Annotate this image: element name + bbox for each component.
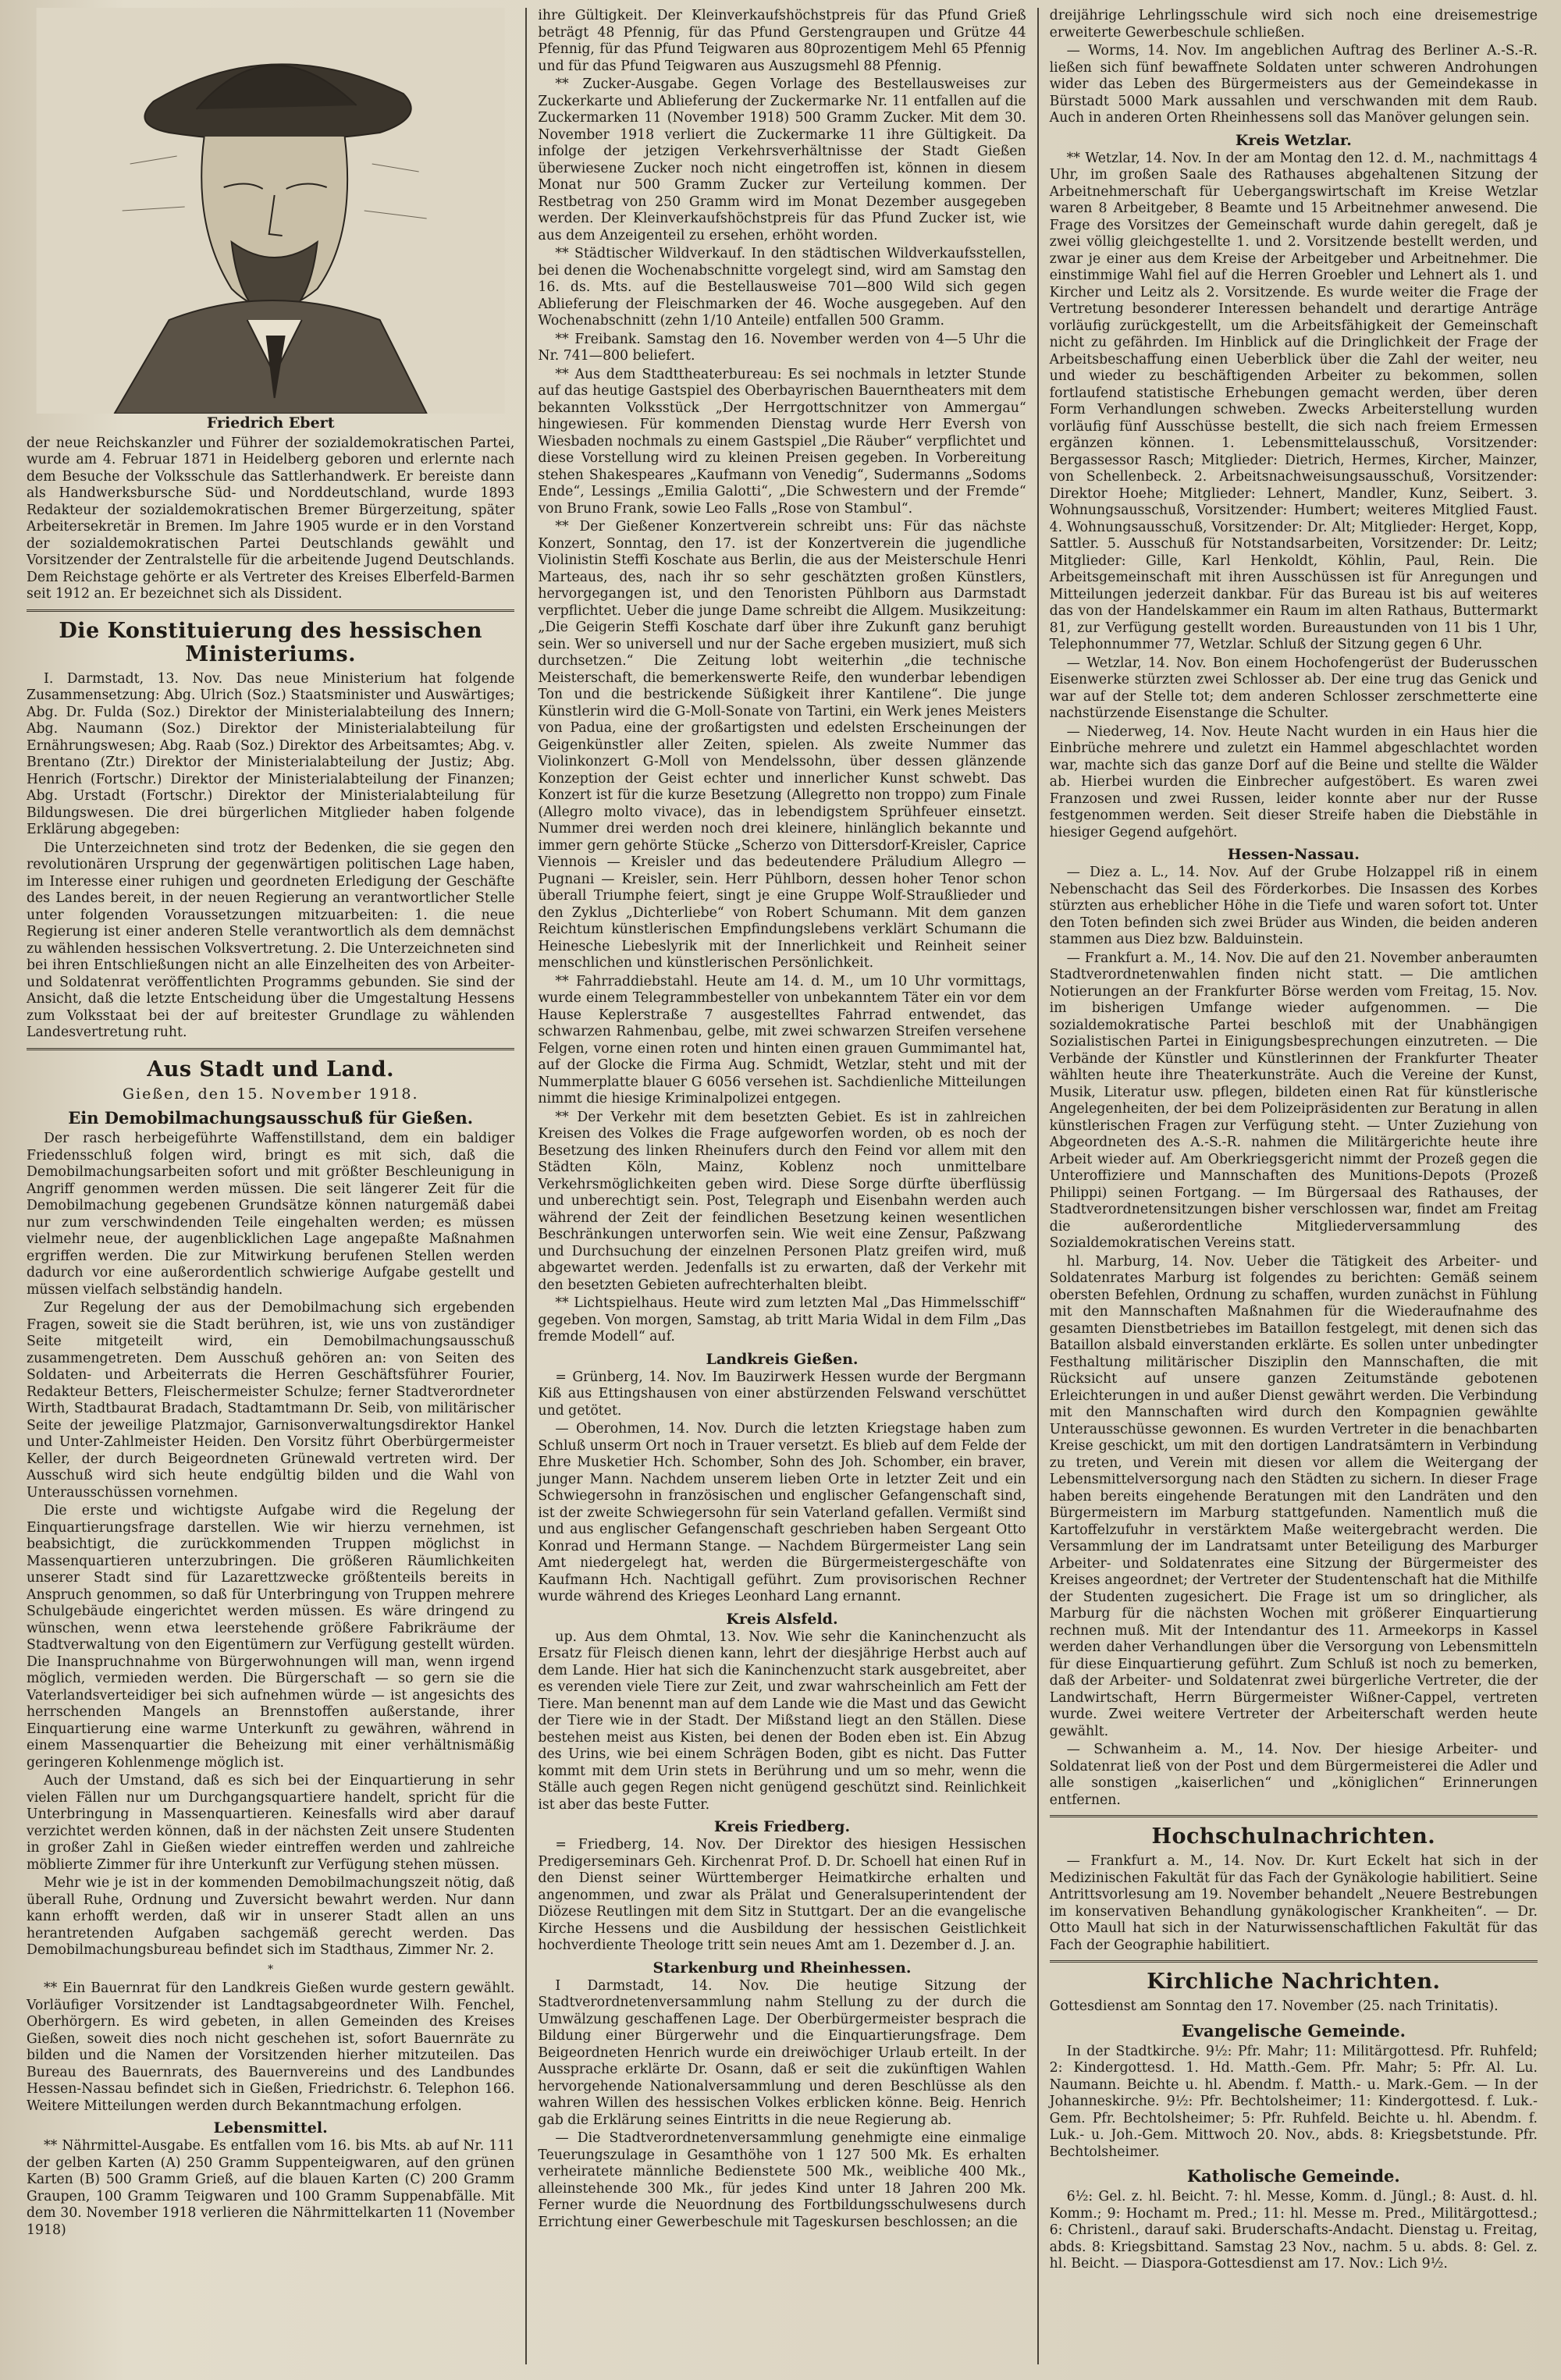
article-paragraph: hl. Marburg, 14. Nov. Ueber die Tätigkeit des Arbeiter- und Soldatenrates Marburg ist folgendes zu berichten: Gemäß seinem obersten Befehlen, Ordnung zu schaffen, wurden zunächst in Fühlung mit den Mannschaften Maßnahmen für die Wiederaufnahme des gesamten Dienstbetriebes im Bataillon festgelegt, mit denen sich das Bataillon alsbald einverstanden erklärte. Es sollen unter unbedingter Festhaltung militärischer Disziplin den Mannschaften, die mit Rücksicht auf unsere ganzen Zeitumstände gebotenen Erleichterungen in und außer Dienst gewährt werden. Die Verbindung mit den Mannschaften wird durch den Kompagnien gewählte Unterausschüsse gewonnen. Es wurden Vertreter in die benachbarten Kreise geschickt, um mit den dortigen Landratsämtern in Verbindung zu treten, und Verein mit diesen vor allem die Weitergang der Lebensmittelversorgung nach den Städten zu sichern. In dieser Frage haben bereits eingehende Beratungen mit den Landräten und den Bürgermeistern im Marburg stattgefunden. Namentlich muß die Kartoffelzufuhr in verstärktem Maße weitergebracht werden. Die Versammlung der im Landratsamt unter Beteiligung des Marburger Arbeiter- und Soldatenrates eine Sitzung der Bürgermeister des Kreises angeordnet; der Vertreter der Studentenschaft hat die Mithilfe der Studenten zugesichert. Die Frage ist um so dringlicher, als Marburg für die nächsten Wochen mit größerer Einquartierung rechnen muß. Mit der Intendantur des 11. Armeekorps in Kassel werden daher Verhandlungen über die Versorgung von Lebensmitteln für diese Einquartierung geführt. Zum Schluß ist noch zu bemerken, daß der Arbeiter- und Soldatenrat zwei bürgerliche Vertreter, die der Landwirtschaft, Herrn Bürgermeister Wißner-Cappel, vertreten wurde. Zwei weitere Vertreter der Arbeiterschaft werden heute gewählt. — [1049, 1253, 1538, 1739]
subheadline-demobilmachung: Ein Demobilmachungsausschuß für Gießen. — [68, 1108, 474, 1128]
section-lebensmittel: Lebensmittel. — [213, 2119, 328, 2137]
article-paragraph: Auch der Umstand, daß es sich bei der Einquartierung in sehr vielen Fällen nur um Durchgangsquartiere handelt, spricht für die Unterbringung in Massenquartieren. Keinesfalls wird aber darauf verzichtet werden können, daß in der nächsten Zeit unsere Studenten in großer Zahl in Gießen wieder eintreffen werden und zahlreiche möblierte Zimmer für ihre Unterkunft zur Verfügung stehen müssen. — [27, 1773, 515, 1873]
article-paragraph: Gottesdienst am Sonntag den 17. November (25. nach Trinitatis). — [1049, 1998, 1499, 2014]
ebert-bio: der neue Reichskanzler und Führer der sozialdemokratischen Partei, wurde am 4. Februar 1871 in Heidelberg geboren und erlernte nach dem Besuche der Volksschule das Sattlerhandwerk. Er bereiste dann als Handwerksbursche Süd- und Norddeutschland, wurde 1893 Redakteur der sozialdemokratischen Bremer Bürgerzeitung, später Arbeitersekretär in Bremen. Im Jahre 1905 wurde er in den Vorstand der sozialdemokratischen Partei Deutschlands gewählt und Vorsitzender der Zentralstelle für die arbeitende Jugend Deutschlands. Dem Reichstage gehörte er als Vertreter des Kreises Elberfeld-Barmen seit 1912 an. Er bezeichnet sich als Dissident. — [27, 435, 515, 602]
divider — [27, 609, 514, 612]
article-paragraph: Zur Regelung der aus der Demobilmachung sich ergebenden Fragen, soweit sie die Stadt berühren, ist, wie uns von zuständiger Seite mitgeteilt wird, ein Demobilmachungsausschuß zusammengetreten. Dem Ausschuß gehören an: von Seiten des Soldaten- und Arbeiterrats die Herren Geschäftsführer Fourier, Redakteur Betters, Fleischermeister Schulze; ferner Stadtverordneter Wirth, Stadtbaurat Bradach, Stadtamtmann Dr. Seib, von militärischer Seite der jeweilige Platzmajor, Garnisonverwaltungsdirektor Hankel und Unter-Zahlmeister Heiden. Den Vorsitz führt Oberbürgermeister Keller, der durch Beigeordneten Grünewald vertreten wird. Der Ausschuß wird sich heute endgültig bilden und die Wahl von Unterausschüssen vornehmen. — [27, 1300, 515, 1501]
article-paragraph: In der Stadtkirche. 9½: Pfr. Mahr; 11: Militärgottesd. Pfr. Ruhfeld; 2: Kindergottesd. 1. Hd. Matth.-Gem. Pfr. Mahr; 5: Pfr. Al. Lu. Naumann. Beichte u. hl. Abendm. f. Matth.- u. Mark.-Gem. — In der Johanneskirche. 9½: Pfr. Bechtolsheimer; 11: Kindergottesd. f. Luk.-Gem. Pfr. Bechtolsheimer; 5: Pfr. Ruhfeld. Beichte u. hl. Abendm. f. Luk.- u. Joh.-Gem. Mittwoch 20. Nov., abds. 8: Kriegsbetstunde. Pfr. Bechtolsheimer. — [1049, 2043, 1538, 2160]
article-paragraph: ihre Gültigkeit. Der Kleinverkaufshöchstpreis für das Pfund Grieß beträgt 48 Pfennig, für das Pfund Gerstengraupen und Grütze 44 Pfennig, für das Pfund Teigwaren aus 80prozentigem Mehl 65 Pfennig und für das Pfund Teigwaren aus Auszugsmehl 88 Pfennig. — [538, 8, 1026, 74]
article-paragraph: — Schwanheim a. M., 14. Nov. Der hiesige Arbeiter- und Soldatenrat ließ von der Post und dem Bürgermeisterei die Adler und alle sonstigen „kaiserlichen“ und „königlichen“ Erinnerungen entfernen. — [1049, 1742, 1538, 1808]
article-paragraph: — Die Stadtverordnetenversammlung genehmigte eine einmalige Teuerungszulage in Gesamthöhe von 1 127 500 Mk. Es erhalten verheiratete männliche Bedienstete 500 Mk., weibliche 400 Mk., alleinstehende 300 Mk., für jedes Kind unter 18 Jahren 200 Mk. Ferner wurde die Neuordnung des Fortbildungsschulwesens durch Errichtung einer Gewerbeschule mit Tageskursen beschlossen; an die — [538, 2130, 1026, 2230]
article-paragraph: I. Darmstadt, 13. Nov. Das neue Ministerium hat folgende Zusammensetzung: Abg. Ulrich (Soz.) Staatsminister und Auswärtiges; Abg. Dr. Fulda (Soz.) Direktor der Ministerialabteilung des Innern; Abg. Naumann (Soz.) Direktor der Ministerialabteilung für Ernährungswesen; Abg. Raab (Soz.) Direktor des Arbeitsamtes; Abg. v. Brentano (Ztr.) Direktor der Ministerialabteilung der Justiz; Abg. Henrich (Fortschr.) Direktor der Ministerialabteilung der Finanzen; Abg. Urstadt (Fortschr.) Direktor der Ministerialabteilung für Bildungswesen. Die drei bürgerlichen Mitglieder haben folgende Erklärung abgegeben: — [27, 670, 515, 837]
article-paragraph: I Darmstadt, 14. Nov. Die heutige Sitzung der Stadtverordnetenversammlung nahm Stellung zu der durch die Umwälzung geschaffenen Lage. Der Oberbürgermeister besprach die Bildung einer Bürgerwehr und die Einquartierungsfrage. Dem Beigeordneten Henrich wurde ein dreiwöchiger Urlaub erteilt. In der Aussprache erklärte Dr. Osann, daß er seit die zukünftigen Wahlen hervorgehende Nationalversammlung und deren Beschlüsse als den wahren Willen des hessischen Volkes erblicken könne. Beig. Henrich gab die Erklärung seines Eintritts in die neue Regierung ab. — [538, 1977, 1026, 2128]
article-paragraph: Die erste und wichtigste Aufgabe wird die Regelung der Einquartierungsfrage darstellen. Wie wir hierzu vernehmen, ist beabsichtigt, die zurückkommenden Truppen möglichst in Massenquartieren unterzubringen. Die größeren Räumlichkeiten unserer Stadt sind für Lazarettzwecke größtenteils bereits in Anspruch genommen, so daß für Unterbringung von Truppen mehrere Schulgebäude eingerichtet werden müssen. Es wäre dringend zu wünschen, wenn etwa leerstehende größere Fabrikräume der Stadtverwaltung von den Eigentümern zur Verfügung gestellt würden. Die Inanspruchnahme von Bürgerwohnungen will man, wenn irgend möglich, vermieden werden. Die Bürgerschaft — so gern sie die Vaterlandsverteidiger bei sich aufnehmen würde — ist angesichts des herrschenden Mangels an Brennstoffen außerstande, ihrer Einquartierung eine warme Unterkunft zu gewähren, während in einem Massenquartier die Beheizung mit einer verhältnismäßig geringeren Kohlenmenge möglich ist. — [27, 1503, 515, 1771]
divider — [1050, 1815, 1538, 1817]
article-paragraph: — Diez a. L., 14. Nov. Auf der Grube Holzappel riß in einem Nebenschacht das Seil des Förderkorbes. Die Insassen des Korbes stürzten aus erheblicher Höhe in die Tiefe und waren sofort tot. Unter den Toten befinden sich zwei Brüder aus Winden, die beiden anderen stammen aus Diez bzw. Balduinstein. — [1049, 865, 1538, 947]
asterisk-divider: * — [268, 1963, 274, 1976]
dateline: Gießen, den 15. November 1918. — [122, 1085, 419, 1103]
article-paragraph: = Friedberg, 14. Nov. Der Direktor des hiesigen Hessischen Predigerseminars Geh. Kirchenrat Prof. D. Dr. Schoell hat einen Ruf in den Dienst seiner Württemberger Heimatkirche erhalten und angenommen, und zwar als Prälat und Generalsuperintendent der Diözese Reutlingen mit dem Sitz in Stuttgart. Der an die evangelische Kirche Hessens und die Ausbildung der hessischen Geistlichkeit hochverdiente Theologe tritt sein neues Amt am 1. Dezember d. J. an. — [538, 1837, 1026, 1953]
headline-hochschul: Hochschulnachrichten. — [1151, 1824, 1436, 1849]
article-paragraph: ** Nährmittel-Ausgabe. Es entfallen vom 16. bis Mts. ab auf Nr. 111 der gelben Karten (A) 250 Gramm Suppenteigwaren, auf den grünen Karten (B) 500 Gramm Grieß, auf die blauen Karten (C) 200 Gramm Graupen, 100 Gramm Teigwaren und 100 Gramm Suppenabfälle. Mit dem 30. November 1918 verlieren die Nährmittelkarten 11 (November 1918) — [27, 2138, 515, 2238]
article-paragraph: ** Aus dem Stadttheaterbureau: Es sei nochmals in letzter Stunde auf das heutige Gastspiel des Oberbayrischen Bauerntheaters mit dem bekannten Volksstück „Der Herrgottschnitzer von Ammergau“ hingewiesen. Für kommenden Dienstag wurde Herr Eversh von Wiesbaden nochmals zu einem Gastspiel „Die Räuber“ verpflichtet und diese Vorstellung wird zu kleinen Preisen gegeben. In Vorbereitung stehen Shakespeares „Kaufmann von Venedig“, Sudermanns „Sodoms Ende“, Lessings „Emilia Galotti“, „Die Schwestern und der Fremde“ von Bruno Frank, sowie Leo Falls „Rose von Stambul“. — [538, 366, 1026, 517]
article-paragraph: ** Städtischer Wildverkauf. In den städtischen Wildverkaufsstellen, bei denen die Wochenabschnitte vorgelegt sind, wird am Samstag den 16. ds. Mts. auf die Bestellausweise 701—800 Wild sich gegen Ablieferung der Fleischmarken der 46. Woche ausgegeben. Auf den Wochenabschnitt (zehn 1/10 Anteile) entfallen 500 Gramm. — [538, 246, 1026, 329]
article-paragraph: = Grünberg, 14. Nov. Im Bauzirwerk Hessen wurde der Bergmann Kiß aus Ettingshausen von einer abstürzenden Felswand verschüttet und getötet. — [538, 1369, 1026, 1419]
article-paragraph: 6½: Gel. z. hl. Beicht. 7: hl. Messe, Komm. d. Jüngl.; 8: Aust. d. hl. Komm.; 9: Hochamt m. Pred.; 11: hl. Messe m. Pred., Militärgottesd.; 6: Christenl., darauf saki. Bruderschafts-Andacht. Dienstag u. Freitag, abds. 8: Kriegsbittand. Samstag 23 Nov., nachm. 5 u. abds. 8: Gel. z. hl. Beicht. — Diaspora-Gottesdienst am 17. Nov.: Lich 9½. — [1049, 2189, 1538, 2272]
column-1 — [16, 8, 527, 2364]
article-paragraph: ** Fahrraddiebstahl. Heute am 14. d. M., um 10 Uhr vormittags, wurde einem Telegrammbesteller von unbekanntem Täter ein vor dem Hause Keplerstraße 7 ausgestelltes Fahrrad entwendet, das schwarzen Rahmenbau, gelbe, mit zwei schwarzen Streifen versehene Felgen, vorne einen roten und hinten einen grauen Gummimantel hat, auf der Glocke die Firma Aug. Schmidt, Wetzlar, steht und mit der Nummerplatte blauer G 6056 versehen ist. Sachdienliche Mitteilungen nimmt die hiesige Kriminalpolizei entgegen. — [538, 973, 1026, 1107]
column-2 — [527, 8, 1038, 2364]
article-paragraph: — Worms, 14. Nov. Im angeblichen Auftrag des Berliner A.-S.-R. ließen sich fünf bewaffnete Soldaten unter schweren Androhungen wider das Leben des Bürgermeisters aus der Gemeindekasse in Bürstadt 5000 Mark aussahlen und verschwanden mit dem Raub. Auch in anderen Orten Rheinhessens soll das Manöver gelungen sein. — [1049, 43, 1538, 126]
article-paragraph: — Niederweg, 14. Nov. Heute Nacht wurden in ein Haus hier die Einbrüche mehrere und zuletzt ein Hammel abgeschlachtet worden war, machte sich das ganze Dorf auf die Beine und stellte die Wälder ab. Hierbei wurden die Einbrecher aufgestöbert. Es waren zwei Franzosen und zwei Russen, leider konnte aber nur der Russe festgenommen werden. Seit dieser Streife haben die Diebstähle in hiesiger Gegend aufgehört. — [1049, 723, 1538, 840]
article-paragraph: up. Aus dem Ohmtal, 13. Nov. Wie sehr die Kaninchenzucht als Ersatz für Fleisch dienen kann, lehrt der diesjährige Herbst auch auf dem Lande. Hier hat sich die Kaninchenzucht stark ausgebreitet, aber es verenden viele Tiere zur Zeit, und zwar wahrscheinlich am Fett der Tiere. Man benennt man auf dem Lande wie die Mast und das Gewicht der Tiere wie in der Stadt. Der Mißstand liegt an den Ställen. Diese bestehen meist aus Kisten, bei denen der Boden eben ist. Ein Abzug des Urins, wie bei einem Schrägen Boden, gibt es nicht. Das Futter kommt mit dem Urin stets in Berührung und um so mehr, wenn die Ställe auch gegen Regen nicht genügend geschützt sind. Reinlichkeit ist aber das beste Futter. — [538, 1629, 1026, 1813]
headline-ministerium: Die Konstituierung des hessischen Ministeriums. — [59, 618, 483, 666]
columns — [16, 8, 1549, 2364]
article-paragraph: — Frankfurt a. M., 14. Nov. Die auf den 21. November anberaumten Stadtverordnetenwahlen finden nicht statt. — Die amtlichen Notierungen an der Frankfurter Börse werden vom Freitag, 15. Nov. im bisherigen Umfange wieder aufgenommen. — Die sozialdemokratische Partei beschloß mit der Unabhängigen Sozialistischen Partei in Einigungsbesprechungen einzutreten. — Die Verbände der Künstler und Künstlerinnen der Frankfurter Theater wählten heute ihre Theaterkunsträte. Auch die Vereine der Kunst, Musik, Literatur usw. pflegen, bildeten einen Rat für künstlerische Angelegenheiten, der bei dem Polizeipräsidenten zur Beratung in allen künstlerischen Fragen zur Verfügung steht. — Unter Zuziehung von Abgeordneten des A.-S.-R. nahmen die Militärgerichte heute ihre Arbeit wieder auf. Am Oberkriegsgericht nimmt der Prozeß gegen die Unteroffiziere und Mannschaften des Munitions-Depots (Prozeß Philippi) seinen Fortgang. — Im Bürgersaal des Rathauses, der Stadtverordnetensitzungen bisher verschlossen war, findet am Freitag die außerordentliche Mitgliederversammlung des Sozialdemokratischen Vereins statt. — [1049, 950, 1538, 1251]
divider — [1050, 1960, 1538, 1963]
article-paragraph: Mehr wie je ist in der kommenden Demobilmachungszeit nötig, daß überall Ruhe, Ordnung und Zuversicht bewahrt werden. Nur dann kann erhofft werden, daß wir in unserer Stadt allen an uns herantretenden Aufgaben sachgemäß gerecht werden. Das Demobilmachungsbureau befindet sich im Stadthaus, Zimmer Nr. 2. — [27, 1875, 515, 1958]
article-paragraph: ** Freibank. Samstag den 16. November werden von 4—5 Uhr die Nr. 741—800 beliefert. — [538, 331, 1026, 364]
article-paragraph: ** Lichtspielhaus. Heute wird zum letzten Mal „Das Himmelsschiff“ gegeben. Von morgen, Samstag, ab tritt Maria Widal in dem Film „Das fremde Modell“ auf. — [538, 1295, 1026, 1345]
subheadline-katholisch: Katholische Gemeinde. — [1186, 2166, 1400, 2186]
article-paragraph: Die Unterzeichneten sind trotz der Bedenken, die sie gegen den revolutionären Ursprung der gegenwärtigen politischen Lage haben, im Interesse einer ruhigen und geordneten Erledigung der Geschäfte des Landes bereit, in der neuen Regierung an verantwortlicher Stelle unter folgenden Voraussetzungen mitzuarbeiten: 1. die neue Regierung ist einer anderen Stelle verantwortlich als dem demnächst zu wählenden hessischen Volksvertretung. 2. Die Unterzeichneten sind bei ihren Entschließungen nicht an alle Einzelheiten des von Arbeiter- und Soldatenrat veröffentlichten Programms gebunden. Sie sind der Ansicht, daß die letzte Entscheidung über die Umgestaltung Hessens zum Volksstaat bei der auf breitester Grundlage zu wählenden Landesvertretung ruht. — [27, 840, 515, 1040]
section-starkenburg: Starkenburg und Rheinhessen. — [652, 1959, 912, 1977]
headline-stadt-und-land: Aus Stadt und Land. — [147, 1057, 395, 1082]
portrait-caption: Friedrich Ebert — [206, 414, 335, 432]
headline-kirchlich: Kirchliche Nachrichten. — [1147, 1970, 1441, 1994]
article-paragraph: ** Der Verkehr mit dem besetzten Gebiet. Es ist in zahlreichen Kreisen des Volkes die Frage aufgeworfen worden, ob es noch der Besetzung des linken Rheinufers durch den Feind vor allem mit den Städten Köln, Mainz, Koblenz noch unmittelbare Verkehrsmöglichkeiten geben wird. Diese Sorge dürfte überflüssig und unberechtigt sein. Post, Telegraph und Eisenbahn werden auch während der Zeit der feindlichen Besetzung keinen wesentlichen Beschränkungen unterworfen sein. Wie weit eine Zensur, Paßzwang und Durchsuchung der einzelnen Personen Platz greifen wird, muß abgewartet werden. Jedenfalls ist zu erwarten, daß der Verkehr mit den besetzten Gebieten aufrechterhalten bleibt. — [538, 1109, 1026, 1293]
article-paragraph: dreijährige Lehrlingsschule wird sich noch eine dreisemestrige erweiterte Gewerbeschule schließen. — [1049, 8, 1538, 41]
article-paragraph: ** Zucker-Ausgabe. Gegen Vorlage des Bestellausweises zur Zuckerkarte und Ablieferung der Zuckermarke Nr. 11 entfallen auf die Zuckermarken 11 (November 1918) 500 Gramm Zucker. Mit dem 30. November 1918 verliert die Zuckermarke 11 ihre Gültigkeit. Da infolge der jetzigen Verkehrsverhältnisse der Stadt Gießen überwiesene Zucker noch nicht eingetroffen ist, können in diesem Monat nur 500 Gramm Zucker zur Verteilung kommen. Der Restbetrag von 250 Gramm wird im Monat Dezember ausgegeben werden. Der Kleinverkaufshöchstpreis für das Pfund Zucker ist, wie aus dem Anzeigenteil zu ersehen, erhöht worden. — [538, 76, 1026, 243]
article-paragraph: Der rasch herbeigeführte Waffenstillstand, dem ein baldiger Friedensschluß folgen wird, bringt es mit sich, daß die Demobilmachungsarbeiten sofort und mit größter Beschleunigung in Angriff genommen werden müssen. Die seit längerer Zeit für die Demobilmachung gegebenen Grundsätze können naturgemäß dabei nur zum verschwindenden Teile eingehalten werden; es müssen vielmehr neue, der augenblicklichen Lage angepaßte Maßnahmen ergriffen werden. Die zur Mitwirkung berufenen Stellen werden dadurch vor eine außerordentlich schwierige Aufgabe gestellt und müssen vielfach selbständig handeln. — [27, 1131, 515, 1298]
article-paragraph: — Wetzlar, 14. Nov. Bon einem Hochofengerüst der Buderusschen Eisenwerke stürzten zwei Schlosser ab. Der eine trug das Genick und war auf der Stelle tot; dem anderen Schlosser zerschmetterte eine nachstürzende Eisenstange die Schulter. — [1049, 655, 1538, 721]
article-paragraph: ** Ein Bauernrat für den Landkreis Gießen wurde gestern gewählt. Vorläufiger Vorsitzender ist Landtagsabgeordneter Wilh. Fenchel, Oberhörgern. Es wird gebeten, in allen Gemeinden des Kreises Gießen, soweit dies noch nicht geschehen ist, sofort Bauernräte zu bilden und die Namen der Vorsitzenden hierher mitzuteilen. Das Bureau des Bauernrats, des Bauernvereins und des Landbundes Hessen-Nassau befindet sich in Gießen, Friedrichstr. 6. Telephon 166. Weitere Mitteilungen werden durch Bekanntmachung erfolgen. — [27, 1980, 515, 2114]
section-landkreis-giessen: Landkreis Gießen. — [706, 1350, 859, 1368]
section-kreis-alsfeld: Kreis Alsfeld. — [726, 1610, 838, 1628]
divider — [27, 1048, 514, 1050]
section-hessen-nassau: Hessen-Nassau. — [1227, 846, 1360, 863]
article-paragraph: ** Der Gießener Konzertverein schreibt uns: Für das nächste Konzert, Sonntag, den 17. ist der Konzertverein die jugendliche Violinistin Steffi Koschate aus Berlin, die aus der Meisterschule Henri Marteaus, des, nach ihr so sehr geschätzten großen Künstlers, hervorgegangen ist, und den Tenoristen Pühlborn aus Darmstadt verpflichtet. Ueber die junge Dame schreibt die Allgem. Musikzeitung: „Die Geigerin Steffi Koschate darf über ihre Zukunft ganz beruhigt sein. Wer so universell und nur der Sache ergeben musiziert, muß sich durchsetzen.“ Die Zeitung lobt weiterhin „die technische Meisterschaft, die bemerkenswerte Reife, den wunderbar lebendigen Ton und die bestrickende Süßigkeit ihrer Kantilene“. Die junge Künstlerin wird die G-Moll-Sonate von Tartini, ein Werk jenes Meisters von Padua, eine der großartigsten und edelsten Erscheinungen der Geigenkünstler aller Zeiten, spielen. Als zweite Nummer das Violinkonzert G-Moll von Mendelssohn, über dessen glänzende Konzeption der Geist echter und innerlicher Kunst schwebt. Das Konzert ist für die kurze Besetzung (Allegretto non troppo) zum Finale (Allegro molto vivace), das in lebendigstem Sprühfeuer einsetzt. Nummer drei werden noch drei kleinere, hinlänglich bekannte und immer gern gehörte Stücke „Scherzo von Dittersdorf-Kreisler, Caprice Viennois — Kreisler und das bedeutendere Präludium Allegro — Pugnani — Kreisler, sein. Herr Pühlborn, dessen hoher Tenor schon überall Triumphe feiert, singt je eine Gruppe Wolf-Straußlieder und den Zyklus „Dichterliebe“ von Robert Schumann. Mit dem ganzen Reichtum künstlerischen Empfindungslebens verklärt Schumann die Heinesche Liebeslyrik mit der Innerlichkeit und Reinheit seiner menschlichen und künstlerischen Persönlichkeit. — [538, 519, 1026, 971]
portrait-illustration — [27, 8, 514, 414]
article-paragraph: — Frankfurt a. M., 14. Nov. Dr. Kurt Eckelt hat sich in der Medizinischen Fakultät für das Fach der Gynäkologie habilitiert. Seine Antrittsvorlesung am 19. November behandelt „Neuere Bestrebungen im konservativen Behandlung gynäkologischer Krankheiten“. — Dr. Otto Maull hat sich in der Naturwissenschaftlichen Fakultät für das Fach der Geographie habilitiert. — [1049, 1853, 1538, 1953]
column-3 — [1039, 8, 1549, 2364]
subheadline-evangelisch: Evangelische Gemeinde. — [1181, 2020, 1406, 2041]
section-kreis-wetzlar: Kreis Wetzlar. — [1235, 131, 1352, 149]
article-paragraph: ** Wetzlar, 14. Nov. In der am Montag den 12. d. M., nachmittags 4 Uhr, im großen Saale des Rathauses abgehaltenen Sitzung der Arbeitnehmerschaft für Uebergangswirtschaft im Kreise Wetzlar waren 8 Arbeitgeber, 8 Beamte und 15 Arbeitnehmer anwesend. Die Frage des Vorsitzes der Gemeinschaft wurde dahin geregelt, daß je zwei völlig gleichgestellte 1. und 2. Vorsitzende bestellt werden, und zwar je einer aus dem Kreise der Arbeitgeber und Arbeitnehmer. Die einstimmige Wahl fiel auf die Herren Groebler und Lehnert als 1. und Kircher und Leitz als 2. Vorsitzende. Es wurde weiter die Frage der Vertretung besonderer Interessen behandelt und derartige Anträge vorläufig zurückgestellt, um die Arbeitsfähigkeit der Gemeinschaft nicht zu gefährden. Im Hinblick auf die Dringlichkeit der Frage der Arbeitsbeschaffung einen Ueberblick über die Zahl der weiter, neu und wieder zu beschäftigenden Arbeiter zu bekommen, sollen fortlaufend statistische Erhebungen gemacht werden, über deren Form Verhandlungen schweben. Zwecks Arbeiterstellung wurden vorläufig fünf Ausschüsse bestellt, die sich nach freiem Ermessen ergänzen können. 1. Lebensmittelausschuß, Vorsitzender: Bergassessor Rasch; Mitglieder: Dietrich, Hermes, Kircher, Mainzer, von Schellenbeck. 2. Arbeitsnachweisungsausschuß, Vorsitzender: Direktor Hoehe; Mitglieder: Lehnert, Mandler, Kunz, Seibert. 3. Wohnungsausschuß, Vorsitzender: Humbert; weiteres Mitglied Faust. 4. Wohnungsausschuß, Vorsitzender: Dr. Alt; Mitglieder: Herget, Kopp, Sattler. 5. Ausschuß für Notstandsarbeiten, Vorsitzender: Dr. Leitz; Mitglieder: Gille, Karl Henkoldt, Köhlin, Paul, Rein. Die Arbeitsgemeinschaft mit ihren Ausschüssen ist für Anregungen und Mitteilungen jederzeit dankbar. Für das Bureau ist bis auf weiteres das von der Handelskammer ein Raum im alten Rathaus, Buttermarkt 81, zur Verfügung gestellt worden. Bureaustunden von 11 bis 1 Uhr, Telephonnummer 77, Wetzlar. Schluß der Sitzung gegen 6 Uhr. — [1049, 150, 1538, 652]
section-kreis-friedberg: Kreis Friedberg. — [713, 1818, 851, 1835]
article-paragraph: — Oberohmen, 14. Nov. Durch die letzten Kriegstage haben zum Schluß unserm Ort noch in Trauer versetzt. Es blieb auf dem Felde der Ehre Musketier Hch. Schomber, Sohn des Joh. Schomber, ein braver, junger Mann. Nachdem unserem lieben Orte in letzter Zeit und ein Schwiegersohn in französischen und englischer Gefangenschaft sind, ist der zweite Schwiegersohn für sein Vaterland gefallen. Vermißt sind und aus englischer Gefangenschaft geschrieben haben Sergeant Otto Konrad und Hermann Stange. — Nachdem Bürgermeister Lang sein Amt niedergelegt hat, werden die Bürgermeistergeschäfte von Kaufmann Hch. Nachtigall geführt. Zum provisorischen Rechner wurde während des Krieges Leonhard Lang ernannt. — [538, 1421, 1026, 1604]
